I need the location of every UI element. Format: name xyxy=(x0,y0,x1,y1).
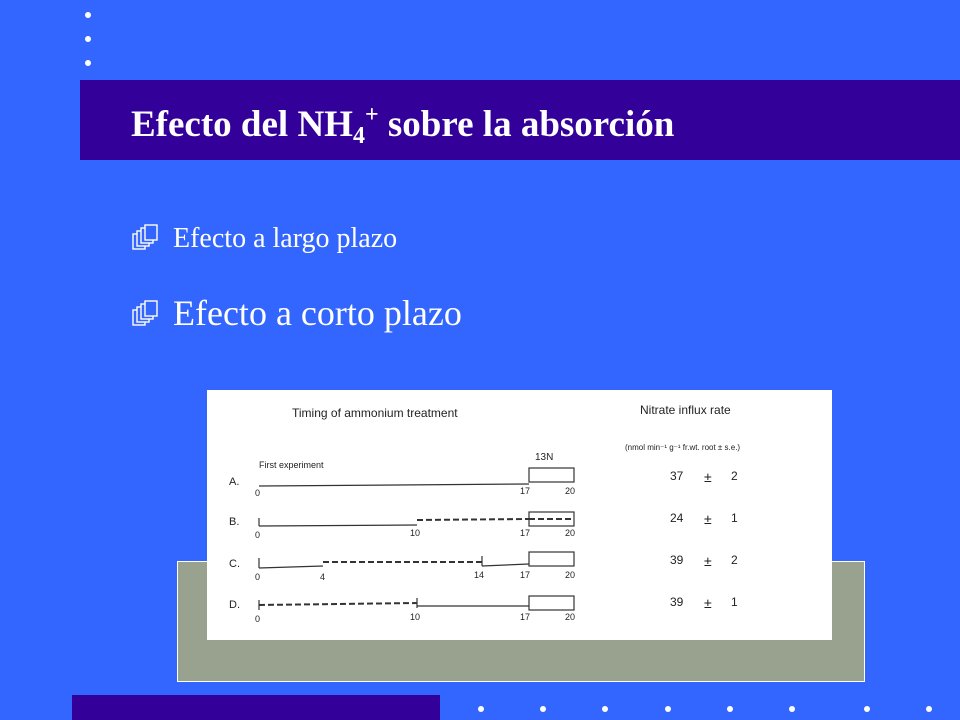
row-label: D. xyxy=(229,599,240,611)
tick-label: 0 xyxy=(255,488,261,498)
figure-units: (nmol min⁻¹ g⁻¹ fr.wt. root ± s.e.) xyxy=(625,443,741,452)
bullet-icon xyxy=(131,300,159,328)
tick-label: 0 xyxy=(255,572,261,582)
decor-dot xyxy=(665,706,671,712)
row-c xyxy=(229,552,738,582)
figure-header-right: Nitrate influx rate xyxy=(640,403,731,417)
row-label: A. xyxy=(229,476,240,488)
row-d xyxy=(229,595,738,624)
row-label: C. xyxy=(229,558,240,570)
influx-error: 2 xyxy=(731,553,738,567)
decor-dot xyxy=(789,706,795,712)
decor-dot xyxy=(85,60,91,66)
tick-label: 10 xyxy=(410,612,421,622)
tick-label: 17 xyxy=(520,486,531,496)
row-label: B. xyxy=(229,516,240,528)
tick-label: 17 xyxy=(520,570,531,580)
tick-label: 10 xyxy=(410,528,421,538)
figure-first-experiment: First experiment xyxy=(259,460,324,470)
tick-label: 0 xyxy=(255,530,261,540)
tick-label: 20 xyxy=(565,528,576,538)
tick-label: 0 xyxy=(255,614,261,624)
decor-dot xyxy=(727,706,733,712)
influx-value: 37 xyxy=(670,469,684,483)
row-a xyxy=(229,468,738,498)
influx-error: 1 xyxy=(731,511,738,525)
decor-dot xyxy=(540,706,546,712)
bullet-long-term: Efecto a largo plazo xyxy=(173,223,398,254)
influx-error: 2 xyxy=(731,469,738,483)
influx-sign: ± xyxy=(704,553,712,569)
tick-label: 20 xyxy=(565,486,576,496)
decor-dot xyxy=(85,12,91,18)
footer-band xyxy=(72,695,440,720)
influx-value: 39 xyxy=(670,595,684,609)
tick-label: 20 xyxy=(565,612,576,622)
decor-dot xyxy=(602,706,608,712)
row-b xyxy=(229,511,738,540)
figure-marker: 13N xyxy=(535,452,554,463)
influx-value: 24 xyxy=(670,511,684,525)
tick-label: 20 xyxy=(565,570,576,580)
ammonium-timing-figure xyxy=(207,390,832,640)
slide-title: Efecto del $NH_4^+$ sobre la absorción xyxy=(131,102,675,149)
decor-dot xyxy=(85,36,91,42)
tick-label: 4 xyxy=(320,572,326,582)
tick-label: 14 xyxy=(474,570,485,580)
decor-dot xyxy=(926,706,932,712)
tick-label: 17 xyxy=(520,528,531,538)
figure-header-left: Timing of ammonium treatment xyxy=(292,406,458,420)
bullet-icon xyxy=(131,224,159,252)
decor-dot xyxy=(478,706,484,712)
influx-value: 39 xyxy=(670,553,684,567)
influx-sign: ± xyxy=(704,469,712,485)
influx-error: 1 xyxy=(731,595,738,609)
influx-sign: ± xyxy=(704,595,712,611)
decor-dot xyxy=(864,706,870,712)
bullet-short-term: Efecto a corto plazo xyxy=(173,293,462,333)
tick-label: 17 xyxy=(520,612,531,622)
influx-sign: ± xyxy=(704,511,712,527)
